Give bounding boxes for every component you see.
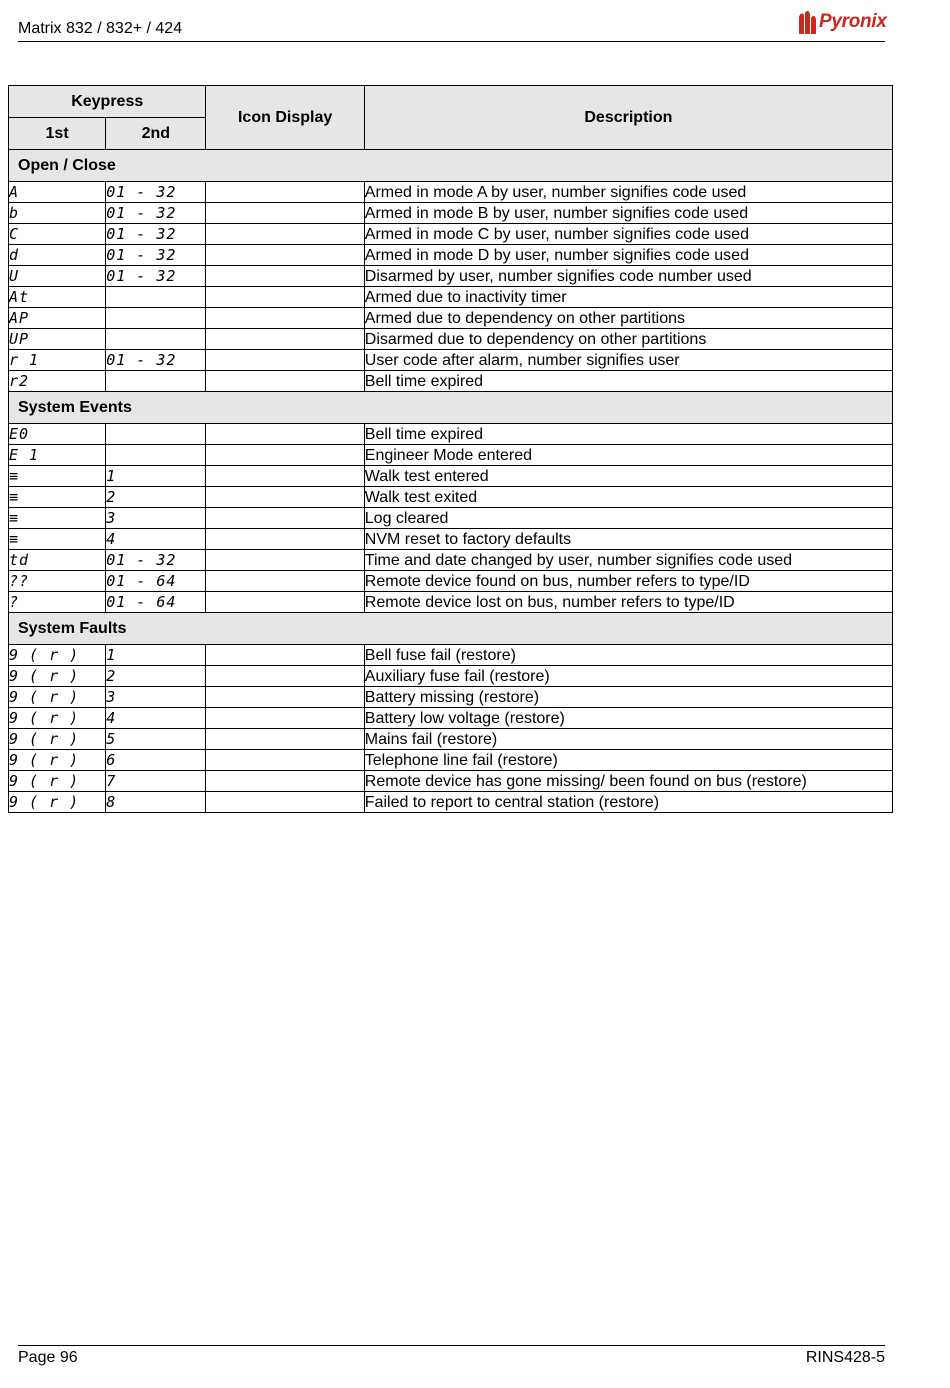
second-key-cell: 1 <box>106 645 206 666</box>
first-key-cell: ≡ <box>9 466 106 487</box>
table-row <box>9 245 893 266</box>
second-key-cell: 3 <box>106 687 206 708</box>
pyronix-logo <box>797 7 887 37</box>
first-key-cell: ≡ <box>9 487 106 508</box>
icon-display-cell <box>206 708 364 729</box>
first-key-cell: UP <box>9 329 106 350</box>
keypress-header: Keypress <box>9 86 206 118</box>
first-key-cell: ≡ <box>9 508 106 529</box>
section-title: Open / Close <box>9 150 893 182</box>
table-body <box>9 150 893 813</box>
first-key-header: 1st <box>9 118 106 150</box>
table-row <box>9 729 893 750</box>
second-key-cell <box>106 329 206 350</box>
second-key-cell: 5 <box>106 729 206 750</box>
flame-icon <box>797 9 817 35</box>
table-row <box>9 592 893 613</box>
description-cell: Remote device found on bus, number refers to type/ID <box>364 571 892 592</box>
icon-display-cell <box>206 571 364 592</box>
table-row <box>9 350 893 371</box>
description-cell: Remote device lost on bus, number refers to type/ID <box>364 592 892 613</box>
second-key-cell <box>106 371 206 392</box>
icon-display-cell <box>206 508 364 529</box>
icon-display-cell <box>206 645 364 666</box>
table-row <box>9 329 893 350</box>
icon-display-cell <box>206 592 364 613</box>
icon-display-cell <box>206 224 364 245</box>
first-key-cell: 9 ( r ) <box>9 708 106 729</box>
table-row <box>9 771 893 792</box>
first-key-cell: ?? <box>9 571 106 592</box>
second-key-header: 2nd <box>106 118 206 150</box>
icon-display-cell <box>206 771 364 792</box>
second-key-cell: 01 - 32 <box>106 266 206 287</box>
second-key-cell <box>106 308 206 329</box>
icon-display-cell <box>206 287 364 308</box>
description-cell: Walk test entered <box>364 466 892 487</box>
description-cell: Disarmed due to dependency on other partitions <box>364 329 892 350</box>
icon-display-cell <box>206 466 364 487</box>
description-cell: Armed due to dependency on other partitions <box>364 308 892 329</box>
second-key-cell: 4 <box>106 708 206 729</box>
icon-display-cell <box>206 329 364 350</box>
icon-display-cell <box>206 203 364 224</box>
first-key-cell: A <box>9 182 106 203</box>
table-row <box>9 666 893 687</box>
table-row <box>9 466 893 487</box>
first-key-cell: ? <box>9 592 106 613</box>
description-cell: Mains fail (restore) <box>364 729 892 750</box>
description-cell: Telephone line fail (restore) <box>364 750 892 771</box>
table-row <box>9 371 893 392</box>
second-key-cell: 01 - 32 <box>106 182 206 203</box>
first-key-cell: C <box>9 224 106 245</box>
icon-display-cell <box>206 550 364 571</box>
first-key-cell: 9 ( r ) <box>9 645 106 666</box>
second-key-cell <box>106 445 206 466</box>
header-rule <box>18 41 885 42</box>
document-reference: RINS428-5 <box>805 1349 885 1366</box>
icon-display-cell <box>206 424 364 445</box>
second-key-cell: 2 <box>106 666 206 687</box>
table-row <box>9 687 893 708</box>
first-key-cell: td <box>9 550 106 571</box>
first-key-cell: 9 ( r ) <box>9 687 106 708</box>
table-row <box>9 645 893 666</box>
first-key-cell: E 1 <box>9 445 106 466</box>
description-cell: Remote device has gone missing/ been found on bus (restore) <box>364 771 892 792</box>
first-key-cell: r 1 <box>9 350 106 371</box>
table-row <box>9 508 893 529</box>
footer-rule <box>18 1345 885 1346</box>
second-key-cell: 4 <box>106 529 206 550</box>
first-key-cell: E0 <box>9 424 106 445</box>
description-cell: Auxiliary fuse fail (restore) <box>364 666 892 687</box>
description-cell: NVM reset to factory defaults <box>364 529 892 550</box>
table-row <box>9 750 893 771</box>
icon-display-cell <box>206 666 364 687</box>
table-row <box>9 571 893 592</box>
first-key-cell: b <box>9 203 106 224</box>
icon-display-cell <box>206 182 364 203</box>
logo-text: Pyronix <box>819 11 887 32</box>
first-key-cell: U <box>9 266 106 287</box>
second-key-cell: 7 <box>106 771 206 792</box>
description-cell: Disarmed by user, number signifies code number used <box>364 266 892 287</box>
first-key-cell: 9 ( r ) <box>9 666 106 687</box>
table-row <box>9 287 893 308</box>
second-key-cell: 01 - 32 <box>106 224 206 245</box>
table-row <box>9 224 893 245</box>
icon-display-cell <box>206 371 364 392</box>
description-header: Description <box>364 86 892 150</box>
second-key-cell <box>106 424 206 445</box>
description-cell: Bell fuse fail (restore) <box>364 645 892 666</box>
icon-display-cell <box>206 308 364 329</box>
second-key-cell: 01 - 64 <box>106 592 206 613</box>
second-key-cell: 01 - 32 <box>106 350 206 371</box>
page-number: Page 96 <box>18 1349 78 1366</box>
icon-display-cell <box>206 266 364 287</box>
icon-display-cell <box>206 350 364 371</box>
description-cell: Armed in mode B by user, number signifies code used <box>364 203 892 224</box>
first-key-cell: r2 <box>9 371 106 392</box>
document-title: Matrix 832 / 832+ / 424 <box>18 20 183 37</box>
first-key-cell: 9 ( r ) <box>9 729 106 750</box>
table-row <box>9 182 893 203</box>
description-cell: Armed in mode A by user, number signifies code used <box>364 182 892 203</box>
second-key-cell <box>106 287 206 308</box>
section-row <box>9 150 893 182</box>
first-key-cell: At <box>9 287 106 308</box>
section-row <box>9 392 893 424</box>
table-row <box>9 424 893 445</box>
first-key-cell: 9 ( r ) <box>9 792 106 813</box>
icon-display-cell <box>206 729 364 750</box>
icon-display-cell <box>206 750 364 771</box>
second-key-cell: 6 <box>106 750 206 771</box>
icon-display-cell <box>206 529 364 550</box>
second-key-cell: 01 - 32 <box>106 550 206 571</box>
table-row <box>9 487 893 508</box>
icon-display-cell <box>206 487 364 508</box>
second-key-cell: 01 - 64 <box>106 571 206 592</box>
second-key-cell: 01 - 32 <box>106 203 206 224</box>
description-cell: User code after alarm, number signifies user <box>364 350 892 371</box>
first-key-cell: 9 ( r ) <box>9 771 106 792</box>
table-row <box>9 445 893 466</box>
description-cell: Bell time expired <box>364 371 892 392</box>
second-key-cell: 1 <box>106 466 206 487</box>
icon-display-cell <box>206 445 364 466</box>
keypress-table <box>8 85 893 813</box>
table-row <box>9 266 893 287</box>
first-key-cell: ≡ <box>9 529 106 550</box>
table-row <box>9 203 893 224</box>
table-row <box>9 550 893 571</box>
table-row <box>9 792 893 813</box>
second-key-cell: 3 <box>106 508 206 529</box>
table-row <box>9 529 893 550</box>
table-row <box>9 708 893 729</box>
description-cell: Failed to report to central station (restore) <box>364 792 892 813</box>
description-cell: Battery missing (restore) <box>364 687 892 708</box>
description-cell: Armed in mode C by user, number signifies code used <box>364 224 892 245</box>
table-row <box>9 308 893 329</box>
icon-display-cell <box>206 687 364 708</box>
first-key-cell: d <box>9 245 106 266</box>
description-cell: Walk test exited <box>364 487 892 508</box>
second-key-cell: 2 <box>106 487 206 508</box>
description-cell: Bell time expired <box>364 424 892 445</box>
description-cell: Time and date changed by user, number signifies code used <box>364 550 892 571</box>
second-key-cell: 01 - 32 <box>106 245 206 266</box>
description-cell: Armed in mode D by user, number signifies code used <box>364 245 892 266</box>
description-cell: Log cleared <box>364 508 892 529</box>
icon-display-cell <box>206 792 364 813</box>
first-key-cell: 9 ( r ) <box>9 750 106 771</box>
first-key-cell: AP <box>9 308 106 329</box>
section-row <box>9 613 893 645</box>
description-cell: Engineer Mode entered <box>364 445 892 466</box>
second-key-cell: 8 <box>106 792 206 813</box>
description-cell: Battery low voltage (restore) <box>364 708 892 729</box>
icon-display-cell <box>206 245 364 266</box>
description-cell: Armed due to inactivity timer <box>364 287 892 308</box>
section-title: System Faults <box>9 613 893 645</box>
icon-display-header: Icon Display <box>206 86 364 150</box>
section-title: System Events <box>9 392 893 424</box>
